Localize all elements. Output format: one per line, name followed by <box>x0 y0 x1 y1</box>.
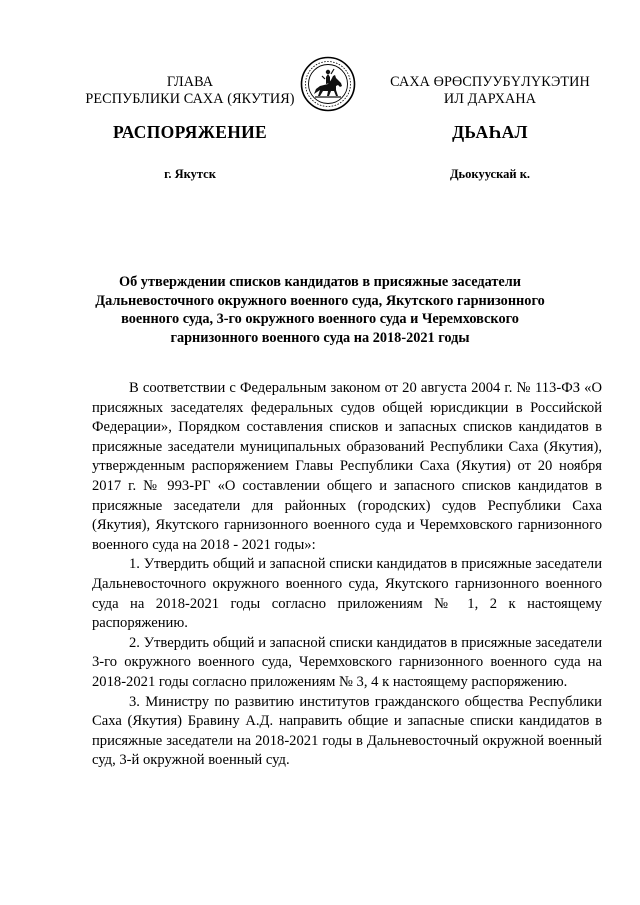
body-paragraph-item-2: 2. Утвердить общий и запасной списки кандидатов в присяжные заседатели 3-го окружного военного суда, Черемховского гарнизонного военного суда на 2018-2021 годы согласно приложениям № 3, 4 к настоящему распоряжению. <box>92 634 602 690</box>
document-body <box>92 379 602 771</box>
city-russian: г. Якутск <box>164 167 216 181</box>
header-left <box>60 74 320 108</box>
header-right-line2: ИЛ ДАРХАНА <box>443 91 537 107</box>
doc-type-yakut: ДЬАҺАЛ <box>452 122 528 142</box>
city-yakut: Дьокуускай к. <box>449 167 531 181</box>
doc-type-russian: РАСПОРЯЖЕНИЕ <box>112 122 267 142</box>
body-paragraph-item-1: 1. Утвердить общий и запасной списки кандидатов в присяжные заседатели Дальневосточного окружного военного суда, Якутского гарнизонного военного суда на 2018-2021 годы согласно приложениям № 1, 2 к настоящему распоряжению. <box>92 556 602 632</box>
header-right <box>372 74 608 108</box>
body-paragraph-preamble: В соответствии с Федеральным законом от 20 августа 2004 г. № 113-ФЗ «О присяжных заседателях федеральных судов общей юрисдикции в Российской Федерации», Порядком составления списков и запасных списков кандидатов в присяжные заседатели муниципальных образований Республики Саха (Якутия), утвержденным распоряжением Главы Республики Саха (Якутия) от 20 ноября 2017 г. № 993-РГ «О составлении общего и запасного списков кандидатов в присяжные заседатели для районных (городских) судов Республики Саха (Якутия), Якутского гарнизонного военного суда и Черемховского гарнизонного военного суда на 2018 - 2021 годы»: <box>92 380 602 553</box>
header-left-line1: ГЛАВА <box>166 74 214 90</box>
header-right-line1: САХА ӨРӨСПУУБҮЛҮКЭТИН <box>390 74 590 90</box>
body-paragraph-item-3: 3. Министру по развитию институтов гражданского общества Республики Саха (Якутия) Бравину А.Д. направить общие и запасные списки кандидатов в присяжные заседатели на 2018-2021 годы в Дальневосточный окружной военный суд, 3-й окружной военный суд. <box>92 693 602 769</box>
document-title: Об утверждении списков кандидатов в присяжные заседатели Дальневосточного окружного военного суда, Якутского гарнизонного военного суда, 3-го окружного военного суда и Черемховского гарнизонного военного суда на 2018-2021 годы <box>95 274 545 346</box>
coat-of-arms-icon <box>300 56 356 112</box>
header-left-line2: РЕСПУБЛИКИ САХА (ЯКУТИЯ) <box>85 91 295 107</box>
